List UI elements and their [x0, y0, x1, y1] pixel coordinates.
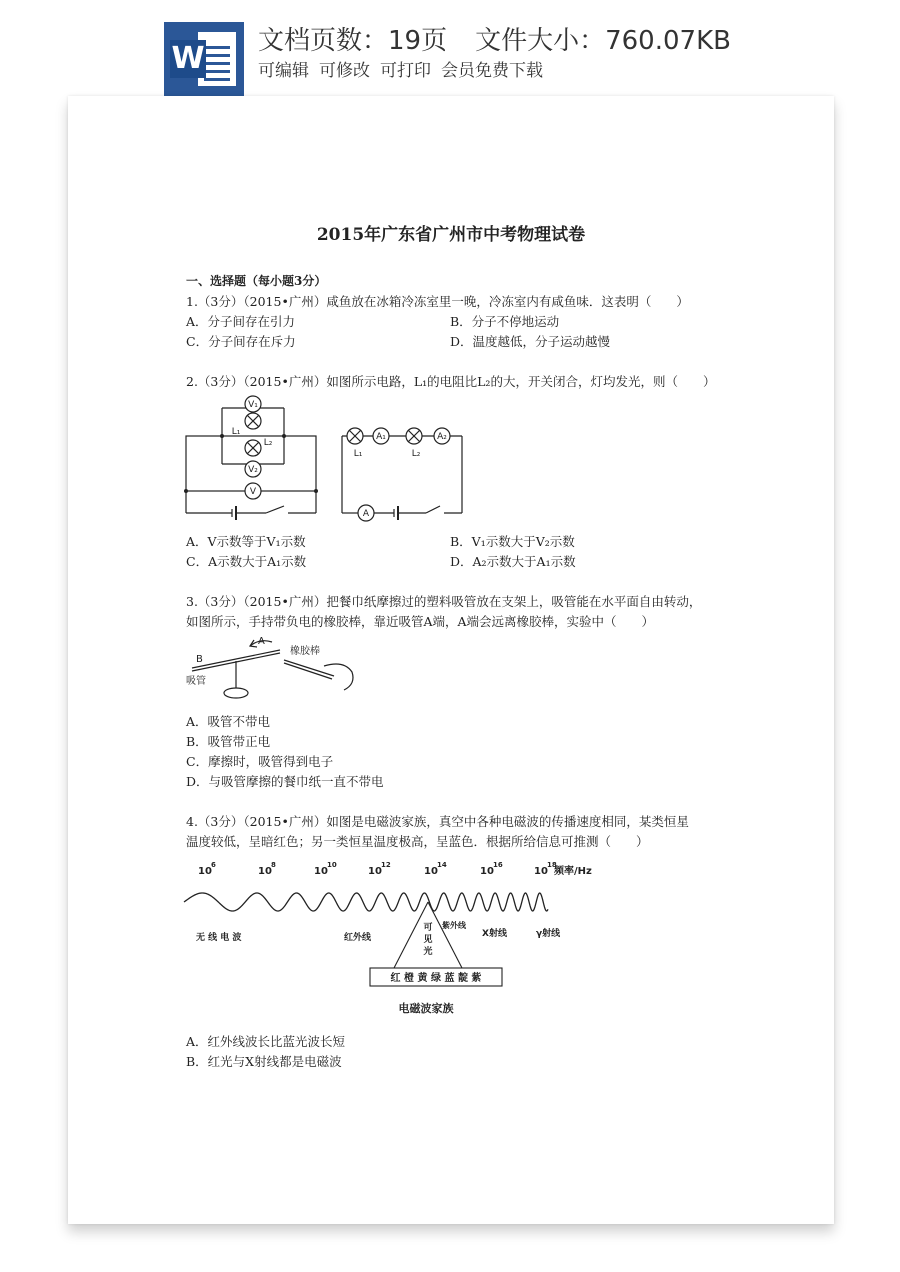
q3-stem-line1: 3.（3分）（2015•广州）把餐巾纸摩擦过的塑料吸管放在支架上，吸管能在水平面自由转动，: [186, 594, 702, 609]
q2-option-b: B．V₁示数大于V₂示数: [450, 534, 575, 549]
section-heading: 一、选择题（每小题3分）: [186, 274, 327, 288]
q3-stem-line2: 如图所示，手持带负电的橡胶棒，靠近吸管A端，A端会远离橡胶棒，实验中（ ）: [186, 614, 655, 629]
frequency-tick-label: 10: [480, 866, 494, 877]
frequency-tick-label: 10: [424, 866, 438, 877]
feature-item: 可编辑: [258, 61, 309, 81]
q4-option-b: B．红光与X射线都是电磁波: [186, 1054, 342, 1069]
label-uv: 紫外线: [442, 921, 466, 930]
q1-option-c: C．分子间存在斥力: [186, 334, 296, 349]
frequency-tick-label: 10: [314, 866, 328, 877]
frequency-tick-exponent: 10: [327, 861, 337, 869]
q1-stem: 1.（3分）（2015•广州）咸鱼放在冰箱冷冻室里一晚，冷冻室内有咸鱼味．这表明（ ）: [186, 294, 689, 309]
fig-label-l2: L₂: [263, 438, 273, 448]
fig-label-v: V: [249, 487, 257, 497]
q3-straw-figure: [184, 632, 364, 704]
fig-label-b: B: [196, 654, 203, 665]
page-title: 2015年广东省广州市中考物理试卷: [316, 225, 586, 245]
q2-option-a: A．V示数等于V₁示数: [186, 534, 306, 549]
file-meta: [258, 20, 759, 57]
label-visible-2: 见: [423, 935, 433, 945]
frequency-tick-label: 10: [534, 866, 548, 877]
fig-label-a2: A₂: [437, 432, 447, 442]
fig-label-a1: A₁: [376, 432, 386, 442]
word-doc-icon: [164, 22, 244, 96]
fig-label-v1: V₁: [248, 400, 258, 410]
frequency-tick-label: 10: [198, 866, 212, 877]
feature-item: 会员免费下载: [441, 61, 543, 81]
frequency-tick-exponent: 8: [271, 861, 276, 869]
frequency-tick-label: 10: [368, 866, 382, 877]
frequency-tick-exponent: 6: [211, 861, 216, 869]
q4-stem-line2: 温度较低，呈暗红色；另一类恒星温度极高，呈蓝色．根据所给信息可推测（ ）: [186, 834, 649, 849]
frequency-tick-exponent: 12: [381, 861, 391, 869]
q2-stem: 2.（3分）（2015•广州）如图所示电路，L₁的电阻比L₂的大，开关闭合，灯均发光，则（ ）: [186, 374, 716, 389]
q3-option-d: D．与吸管摩擦的餐巾纸一直不带电: [186, 774, 384, 789]
label-gamma: γ射线: [536, 929, 561, 939]
q4-option-a: A．红外线波长比蓝光波长短: [186, 1034, 346, 1049]
word-letter: W: [171, 41, 205, 76]
q2-option-c: C．A示数大于A₁示数: [186, 554, 307, 569]
q4-em-spectrum-figure: [184, 856, 624, 1026]
fig-label-v2: V₂: [248, 465, 258, 475]
file-size: 文件大小：760.07KB: [475, 26, 731, 56]
feature-item: 可修改: [319, 61, 370, 81]
q3-option-c: C．摩擦时，吸管得到电子: [186, 754, 334, 769]
fig-label-l1-right: L₁: [353, 449, 363, 459]
label-colors: 红 橙 黄 绿 蓝 靛 紫: [390, 973, 482, 984]
document-page: [68, 96, 834, 1224]
feature-list: [258, 56, 553, 81]
q1-option-a: A．分子间存在引力: [186, 314, 296, 329]
frequency-unit-label: 频率/Hz: [554, 866, 592, 877]
frequency-tick-exponent: 14: [437, 861, 447, 869]
q3-option-b: B．吸管带正电: [186, 734, 271, 749]
download-header: [0, 0, 900, 100]
frequency-tick-label: 10: [258, 866, 272, 877]
fig-label-rod: 橡胶棒: [290, 646, 320, 657]
fig-label-tube: 吸管: [186, 676, 206, 687]
figure-caption: 电磁波家族: [398, 1002, 454, 1015]
fig-label-l2-right: L₂: [411, 449, 421, 459]
frequency-tick-exponent: 16: [493, 861, 503, 869]
q1-option-b: B．分子不停地运动: [450, 314, 560, 329]
fig-label-a: A: [362, 509, 370, 519]
label-visible-3: 光: [423, 947, 433, 957]
label-infrared: 红外线: [344, 933, 372, 943]
frequency-tick-exponent: 18: [547, 861, 557, 869]
label-visible-1: 可: [423, 923, 433, 933]
q2-circuit-figure: [182, 396, 472, 526]
q2-option-d: D．A₂示数大于A₁示数: [450, 554, 576, 569]
fig-label-a-end: A: [258, 636, 265, 647]
fig-label-l1: L₁: [231, 427, 241, 437]
label-radio: 无 线 电 波: [196, 933, 242, 943]
page-count: 文档页数：19页: [258, 26, 448, 56]
feature-item: 可打印: [380, 61, 431, 81]
q3-option-a: A．吸管不带电: [186, 714, 271, 729]
label-xray: X射线: [482, 929, 507, 939]
q4-stem-line1: 4.（3分）（2015•广州）如图是电磁波家族，真空中各种电磁波的传播速度相同，某类恒星: [186, 814, 689, 829]
q1-option-d: D．温度越低，分子运动越慢: [450, 334, 611, 349]
